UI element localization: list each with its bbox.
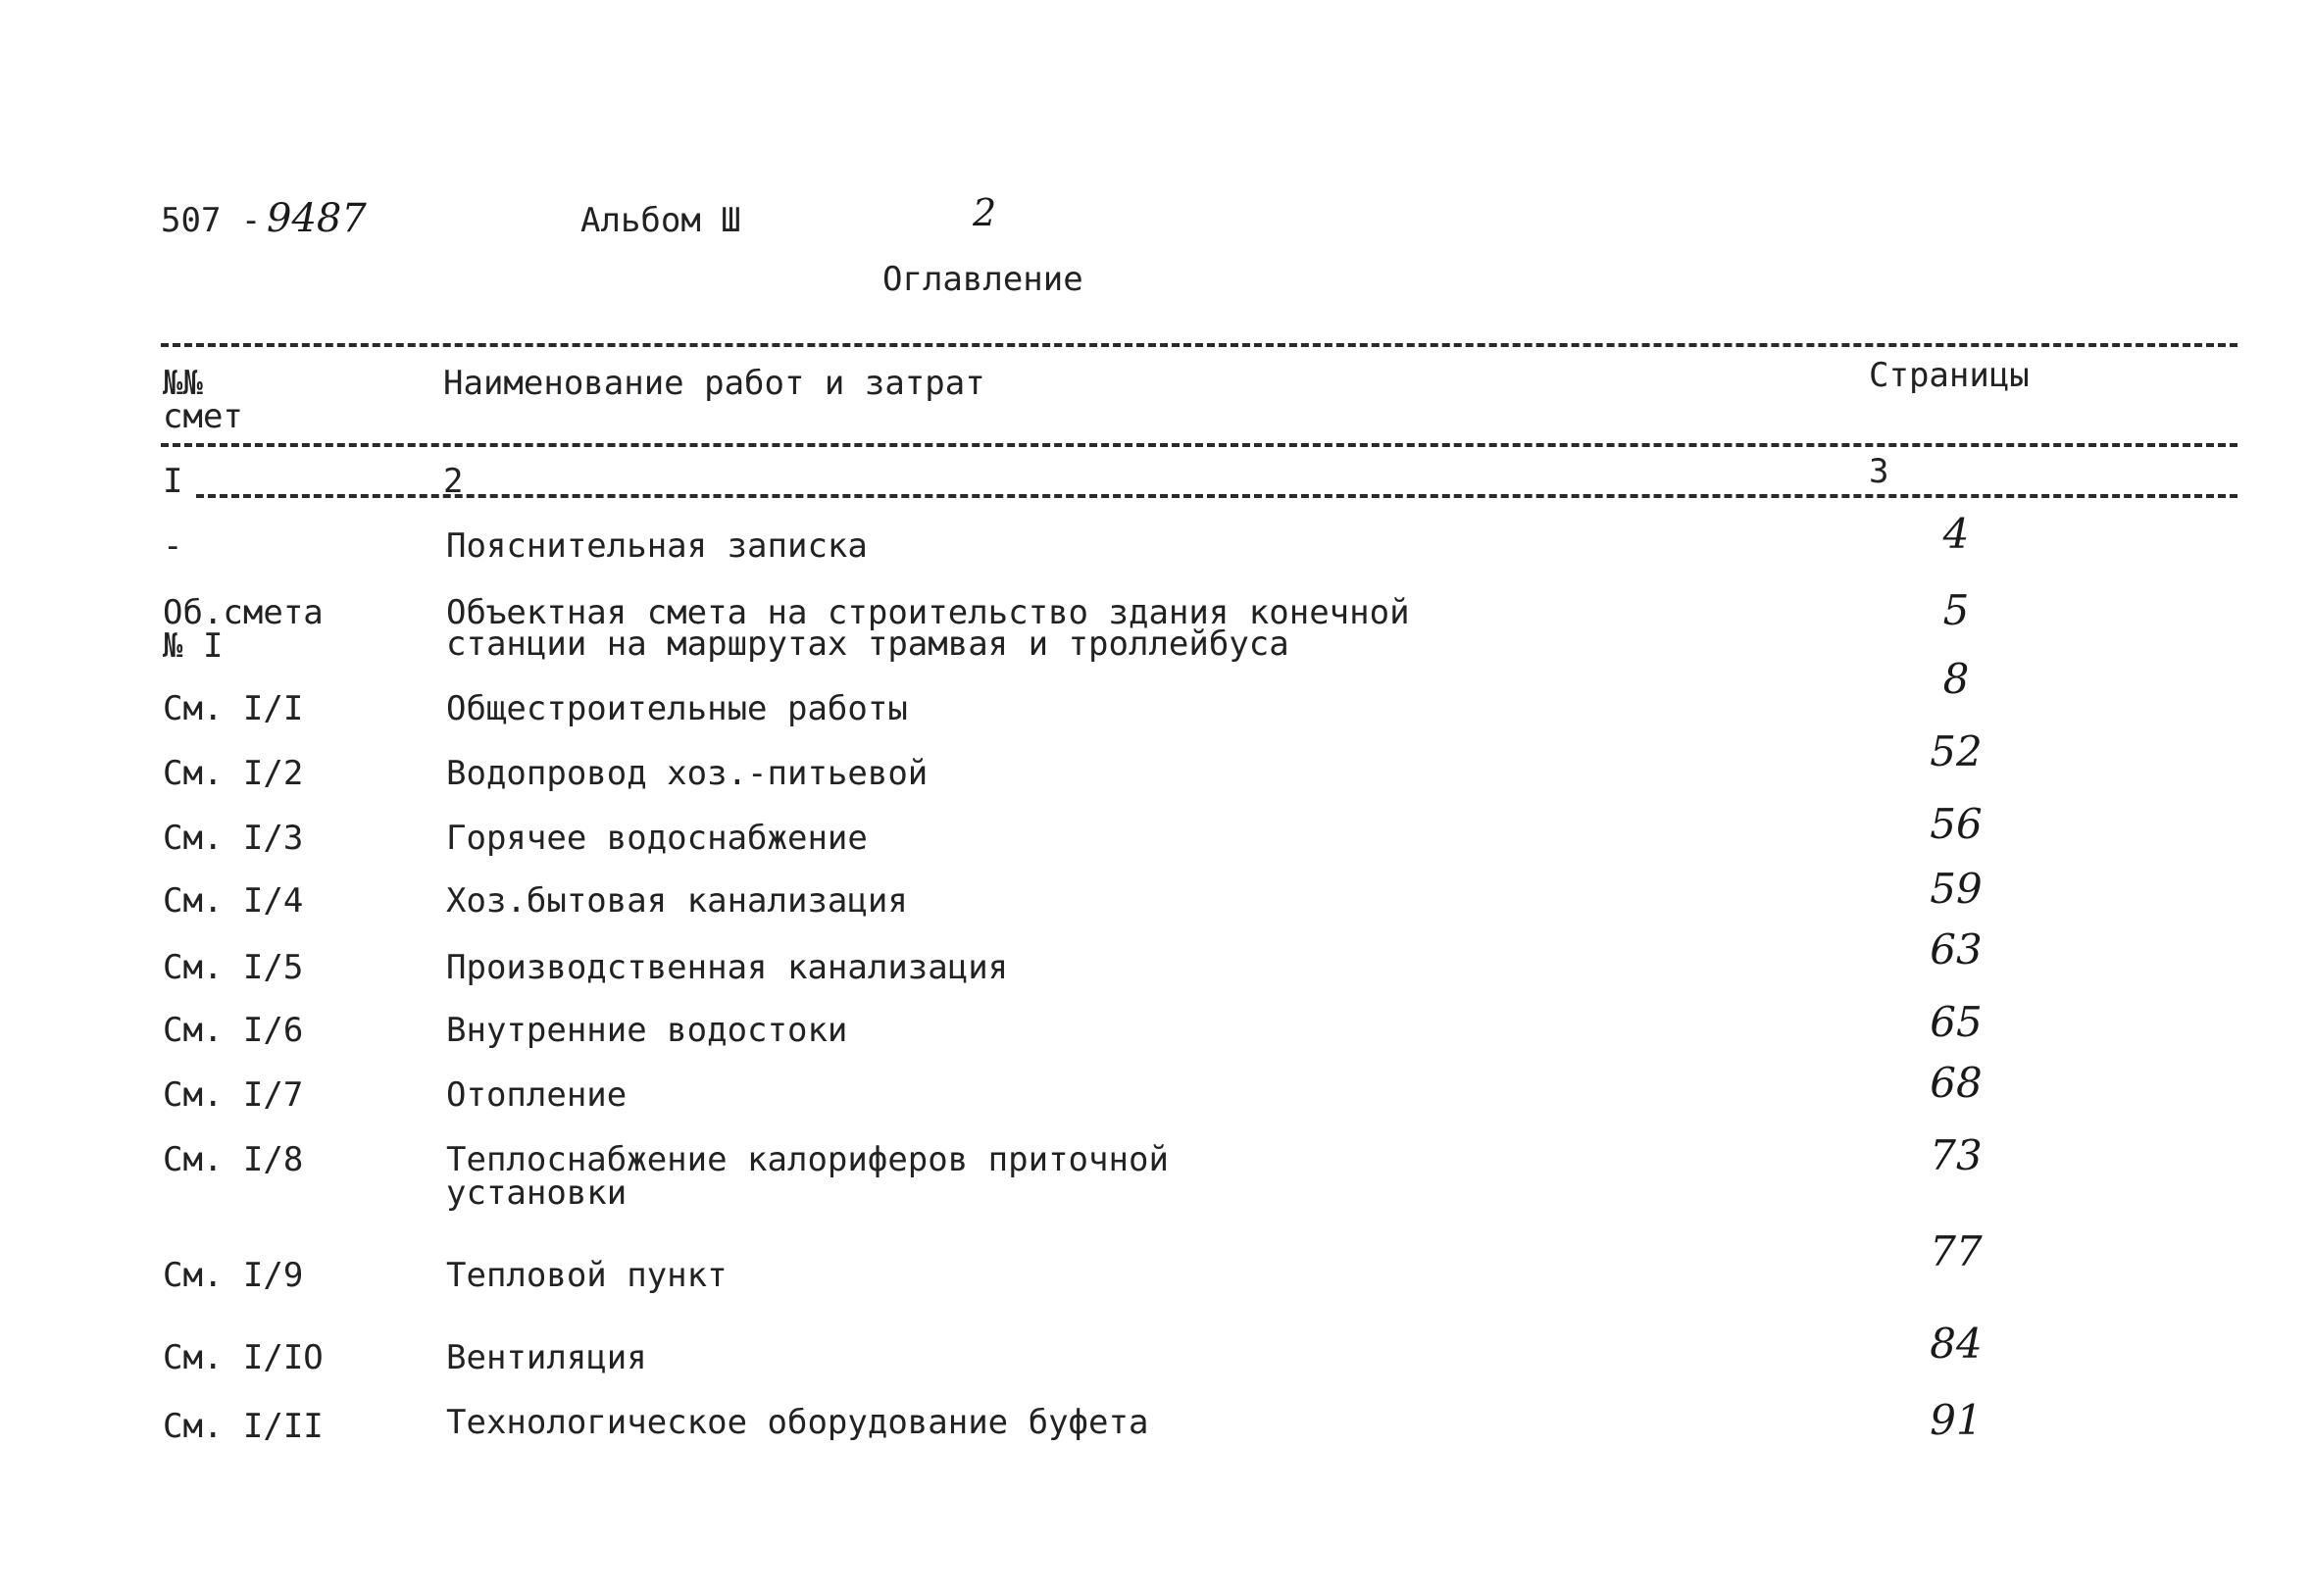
row-1-num: - bbox=[163, 526, 183, 566]
row-5-num: См. I/3 bbox=[163, 819, 304, 858]
row-4-page: 52 bbox=[1930, 727, 1983, 775]
col-header-pages: Страницы bbox=[1869, 356, 2030, 395]
row-5-page: 56 bbox=[1930, 800, 1983, 848]
row-4-name: Водопровод хоз.-питьевой bbox=[446, 754, 929, 793]
row-13-num: См. I/II bbox=[163, 1407, 324, 1446]
page-number: 2 bbox=[973, 191, 997, 234]
row-12-num: См. I/IO bbox=[163, 1338, 324, 1377]
row-10-name-line2: установки bbox=[446, 1173, 628, 1213]
page-title: Оглавление bbox=[882, 260, 1083, 299]
row-11-page: 77 bbox=[1930, 1227, 1983, 1275]
col-header-num-line2: смет bbox=[163, 397, 243, 436]
col-header-num-line1: №№ bbox=[163, 364, 203, 403]
row-1-page: 4 bbox=[1942, 510, 1970, 558]
row-9-page: 68 bbox=[1930, 1059, 1983, 1107]
col-index-3: 3 bbox=[1869, 452, 1889, 491]
row-3-name: Общестроительные работы bbox=[446, 689, 908, 728]
row-3-page: 8 bbox=[1942, 655, 1970, 703]
row-2-num: Об.смета bbox=[163, 593, 324, 632]
row-13-page: 91 bbox=[1930, 1396, 1983, 1444]
doc-number-handwritten: 9487 bbox=[267, 196, 367, 241]
album-label: Альбом Ш bbox=[580, 201, 741, 240]
row-2-name: Объектная смета на строительство здания конечной bbox=[446, 593, 1410, 632]
row-9-name: Отопление bbox=[446, 1075, 628, 1115]
row-6-name: Хоз.бытовая канализация bbox=[446, 881, 908, 921]
row-12-name: Вентиляция bbox=[446, 1338, 647, 1377]
row-8-page: 65 bbox=[1930, 998, 1983, 1046]
row-11-num: См. I/9 bbox=[163, 1256, 304, 1295]
row-12-page: 84 bbox=[1930, 1320, 1983, 1368]
row-5-name: Горячее водоснабжение bbox=[446, 819, 868, 858]
row-9-num: См. I/7 bbox=[163, 1075, 304, 1115]
index-row-rule bbox=[196, 494, 2237, 498]
row-11-name: Тепловой пункт bbox=[446, 1256, 728, 1295]
row-7-num: См. I/5 bbox=[163, 948, 304, 987]
row-7-page: 63 bbox=[1930, 925, 1983, 973]
col-index-1: I bbox=[163, 462, 183, 501]
header-bottom-rule bbox=[161, 443, 2237, 447]
row-10-page: 73 bbox=[1930, 1131, 1983, 1179]
row-6-page: 59 bbox=[1930, 865, 1983, 913]
row-2-name-line2: станции на маршрутах трамвая и троллейбуса bbox=[446, 624, 1289, 664]
row-6-num: См. I/4 bbox=[163, 881, 304, 921]
row-1-name: Пояснительная записка bbox=[446, 526, 868, 566]
row-3-num: См. I/I bbox=[163, 689, 304, 728]
row-2-page: 5 bbox=[1942, 586, 1970, 634]
row-2-num-line2: № I bbox=[163, 626, 224, 666]
table-top-rule bbox=[161, 343, 2237, 347]
row-10-num: См. I/8 bbox=[163, 1140, 304, 1179]
row-13-name: Технологическое оборудование буфета bbox=[446, 1403, 1149, 1442]
row-8-name: Внутренние водостоки bbox=[446, 1011, 848, 1050]
row-8-num: См. I/6 bbox=[163, 1011, 304, 1050]
row-7-name: Производственная канализация bbox=[446, 948, 1009, 987]
row-10-name: Теплоснабжение калориферов приточной bbox=[446, 1140, 1169, 1179]
col-index-2: 2 bbox=[443, 462, 464, 501]
doc-number-prefix: 507 - bbox=[161, 201, 262, 240]
col-header-name: Наименование работ и затрат bbox=[443, 364, 985, 403]
row-4-num: См. I/2 bbox=[163, 754, 304, 793]
